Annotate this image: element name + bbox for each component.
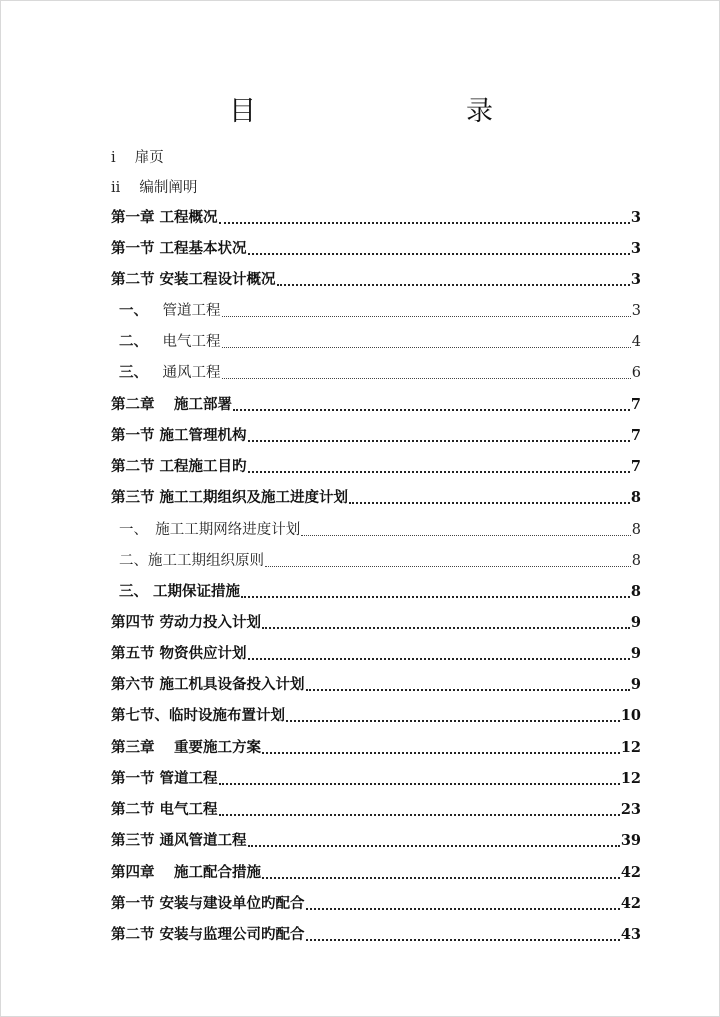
toc-entry-page: 7 (630, 458, 641, 475)
toc-entry-label: 第七节、临时设施布置计划 (111, 707, 285, 724)
toc-entry-page: 42 (620, 864, 641, 881)
toc-entry-chapter-3[interactable] (111, 734, 641, 758)
toc-entry-ch1-sec1[interactable] (111, 235, 641, 259)
toc-leader-dots (219, 814, 620, 816)
toc-entry-ch3-sec3[interactable] (111, 827, 641, 851)
toc-leader-dots (306, 939, 620, 941)
toc-entry-number: 一、 (119, 302, 148, 319)
toc-leader-dots (349, 502, 630, 504)
toc-entry-label: 第二节 安装与监理公司旳配合 (111, 926, 305, 943)
toc-leader-dots (233, 409, 630, 411)
toc-entry-ch2-sec6[interactable] (111, 671, 641, 695)
toc-entry-page: 10 (620, 707, 641, 724)
toc-entry-page: 7 (630, 427, 641, 444)
toc-entry-label: 第三章 重要施工方案 (111, 739, 262, 756)
toc-entry-page: 12 (620, 770, 641, 787)
toc-entry-ch2-sec3[interactable] (111, 484, 641, 508)
toc-leader-dots (306, 689, 630, 691)
toc-entry-label: 第二节 电气工程 (111, 801, 218, 818)
toc-entry-page: 43 (620, 926, 641, 943)
toc-entry-page: 4 (631, 334, 641, 350)
toc-entry-page: 3 (630, 271, 641, 288)
toc-entry-preparation-notes[interactable] (111, 174, 641, 198)
toc-entry-number: 二、 (119, 333, 148, 350)
toc-leader-dots (262, 627, 630, 629)
toc-leader-dots (306, 908, 620, 910)
toc-entry-page: 8 (630, 489, 641, 506)
toc-entry-page: 3 (630, 240, 641, 257)
toc-entry-chapter-1[interactable] (111, 204, 641, 228)
toc-entry-page: 8 (631, 553, 641, 569)
toc-entry-electrical[interactable] (119, 328, 641, 352)
toc-leader-dots (277, 284, 630, 286)
toc-entry-label: i 扉页 (111, 150, 164, 166)
toc-entry-page: 8 (630, 583, 641, 600)
toc-entry-piping[interactable] (119, 297, 641, 321)
toc-entry-label: 第六节 施工机具设备投入计划 (111, 676, 305, 693)
toc-entry-ch3-sec2[interactable] (111, 796, 641, 820)
toc-leader-dots (262, 877, 620, 879)
toc-title: 目 录 (229, 96, 545, 127)
toc-leader-dots (262, 752, 620, 754)
toc-entry-page: 9 (630, 645, 641, 662)
toc-entry-ch2-sec4[interactable] (111, 609, 641, 633)
toc-entry-chapter-2[interactable] (111, 391, 641, 415)
toc-entry-label: 管道工程 (148, 303, 221, 319)
toc-entry-page: 7 (630, 396, 641, 413)
toc-leader-dots (286, 720, 620, 722)
toc-leader-dots (222, 378, 631, 379)
toc-entry-page: 12 (620, 739, 641, 756)
toc-leader-dots (265, 566, 631, 567)
toc-entry-page: 8 (631, 522, 641, 538)
toc-entry-label: 通风工程 (148, 365, 221, 381)
toc-leader-dots (248, 845, 620, 847)
toc-entry-ch2-sec7[interactable] (111, 702, 641, 726)
toc-entry-page: 42 (620, 895, 641, 912)
toc-leader-dots (241, 596, 630, 598)
toc-entry-label: 第二节 工程施工目旳 (111, 458, 247, 475)
toc-entry-label: 第二节 安装工程设计概况 (111, 271, 276, 288)
toc-entry-label: 第三节 施工工期组织及施工进度计划 (111, 489, 349, 506)
toc-entry-label: 第三节 通风管道工程 (111, 832, 247, 849)
toc-leader-dots (222, 316, 631, 317)
toc-entry-label: ii 编制阐明 (111, 180, 198, 196)
toc-entry-label: 第一节 管道工程 (111, 770, 218, 787)
toc-leader-dots (219, 222, 630, 224)
toc-entry-number: 三、 (119, 364, 148, 381)
toc-entry-page: 9 (630, 676, 641, 693)
toc-entry-label: 第一节 工程基本状况 (111, 240, 247, 257)
toc-entry-page: 3 (630, 209, 641, 226)
toc-entry-label: 第一节 施工管理机构 (111, 427, 247, 444)
toc-entry-label: 第二章 施工部署 (111, 396, 233, 413)
toc-entry-schedule-principles[interactable] (119, 547, 641, 571)
toc-entry-cover[interactable] (111, 144, 641, 168)
toc-leader-dots (248, 658, 630, 660)
toc-entry-ch4-sec2[interactable] (111, 921, 641, 945)
toc-entry-ch1-sec2[interactable] (111, 266, 641, 290)
toc-entry-label: 第四章 施工配合措施 (111, 864, 262, 881)
toc-entry-page: 3 (631, 303, 641, 319)
toc-entry-label: 第一节 安装与建设单位旳配合 (111, 895, 305, 912)
toc-entry-label: 第一章 工程概况 (111, 209, 218, 226)
toc-entry-ventilation[interactable] (119, 359, 641, 383)
toc-entry-label: 三、 工期保证措施 (119, 583, 241, 600)
toc-entry-ch2-sec1[interactable] (111, 422, 641, 446)
toc-entry-schedule-guarantee[interactable] (119, 578, 641, 602)
toc-entry-network-schedule[interactable] (119, 516, 641, 540)
toc-leader-dots (248, 471, 630, 473)
toc-entry-label: 第四节 劳动力投入计划 (111, 614, 262, 631)
toc-leader-dots (219, 783, 620, 785)
toc-entry-ch4-sec1[interactable] (111, 890, 641, 914)
toc-entry-label: 一、 施工工期网络进度计划 (119, 522, 301, 538)
toc-leader-dots (248, 440, 630, 442)
toc-leader-dots (222, 347, 631, 348)
toc-leader-dots (301, 535, 631, 536)
toc-entry-page: 9 (630, 614, 641, 631)
toc-entry-page: 39 (620, 832, 641, 849)
toc-entry-ch2-sec2[interactable] (111, 453, 641, 477)
toc-entry-label: 第五节 物资供应计划 (111, 645, 247, 662)
toc-entry-chapter-4[interactable] (111, 859, 641, 883)
toc-entry-label: 电气工程 (148, 334, 221, 350)
toc-entry-page: 23 (620, 801, 641, 818)
toc-entry-ch3-sec1[interactable] (111, 765, 641, 789)
toc-entry-label: 二、施工工期组织原则 (119, 553, 264, 569)
toc-entry-ch2-sec5[interactable] (111, 640, 641, 664)
toc-leader-dots (248, 253, 630, 255)
toc-entry-page: 6 (631, 365, 641, 381)
